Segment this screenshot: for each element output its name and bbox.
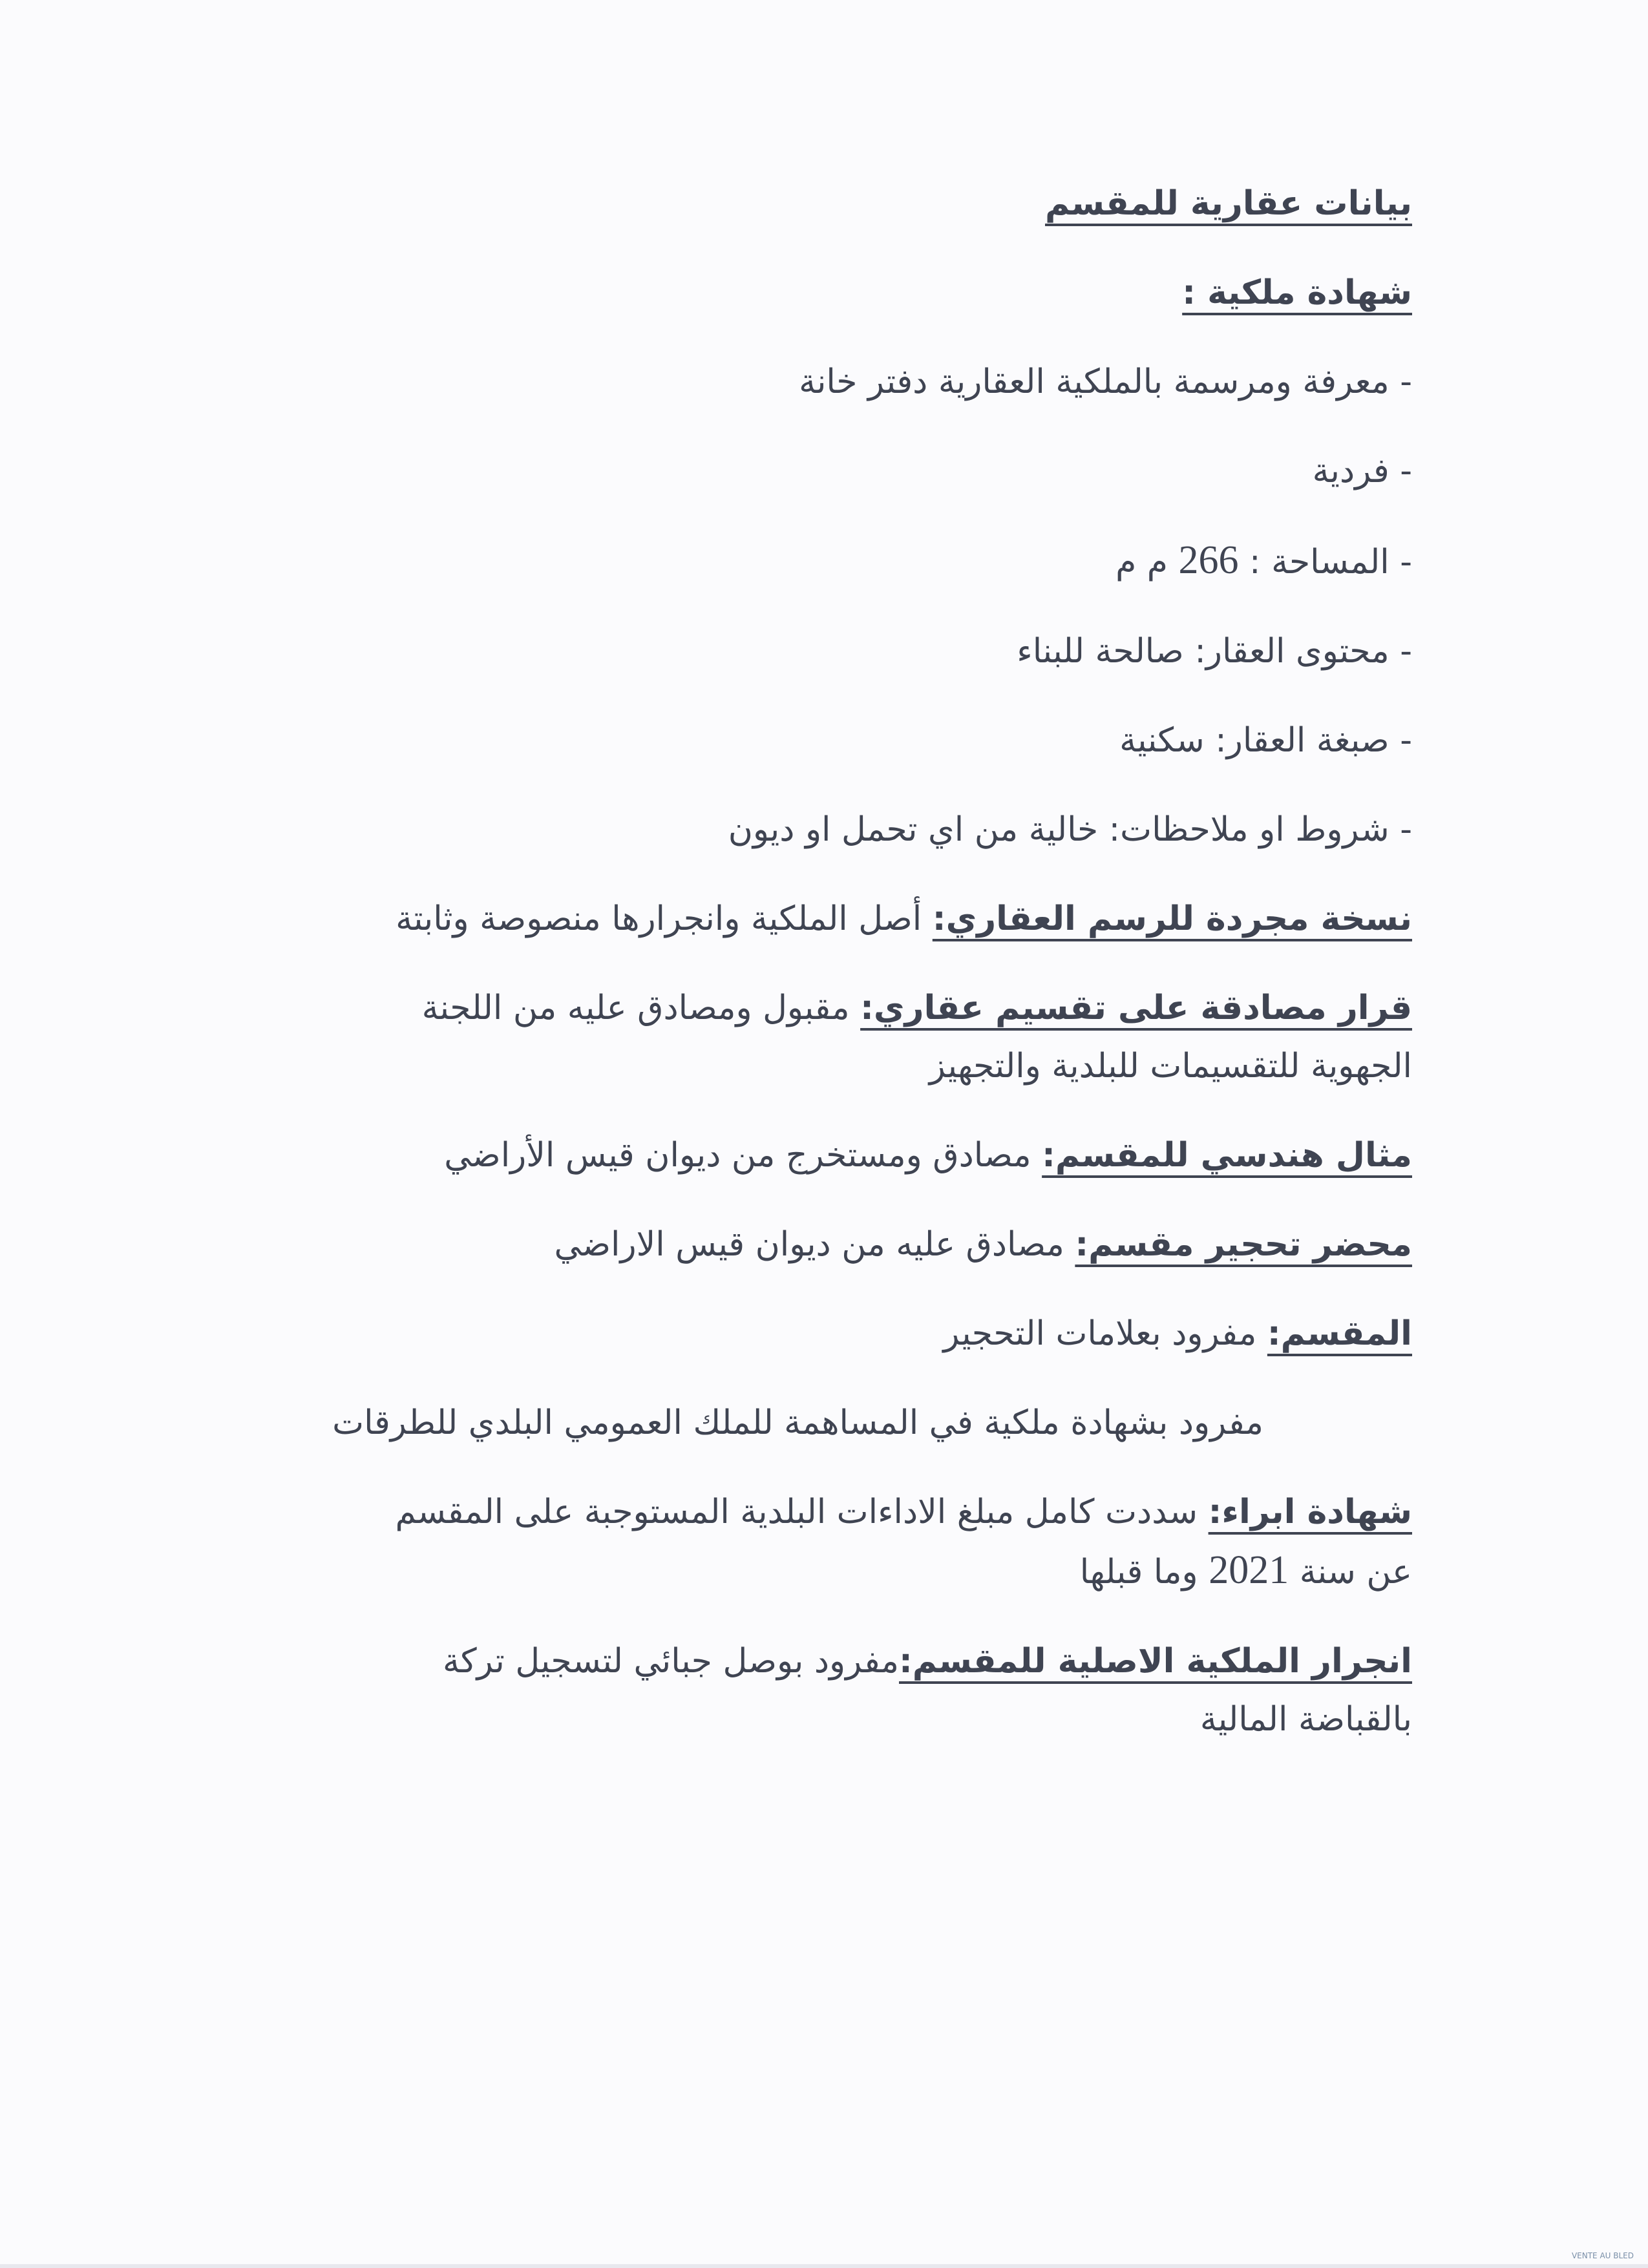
survey-text: مصادق عليه من ديوان قيس الاراضي [554,1225,1075,1264]
clearance-year-suffix: وما قبلها [1079,1553,1209,1591]
transfer-label: انجرار الملكية الاصلية للمقسم: [899,1642,1412,1681]
property-item-registration: - معرفة ومرسمة بالملكية العقارية دفتر خانة [799,362,1412,401]
plan-section [162,1126,1412,1184]
document-title: بيانات عقارية للمقسم [1045,184,1412,223]
property-item-content: - محتوى العقار: صالحة للبناء [1017,632,1412,671]
plot-line-2: مفرود بشهادة ملكية في المساهمة للملك العمومي البلدي للطرقات [332,1403,1263,1442]
plan-text: مصادق ومستخرج من ديوان قيس الأراضي [444,1136,1042,1175]
area-label: - المساحة : [1249,543,1412,582]
certificate-heading: شهادة ملكية : [1182,273,1412,312]
transfer-section [162,1632,1412,1748]
area-unit: م م [1115,543,1168,582]
clearance-section [162,1483,1412,1601]
property-item-area [162,531,1412,591]
clearance-year-prefix: عن سنة [1289,1553,1412,1591]
clearance-label: شهادة ابراء: [1208,1493,1412,1531]
decision-section [162,979,1412,1095]
survey-label: محضر تحجير مقسم: [1075,1225,1412,1264]
decision-line-2: الجهوية للتقسيمات للبلدية والتجهيز [929,1047,1412,1086]
plot-text: مفرود بعلامات التحجير [943,1314,1267,1353]
property-item-ownership-type: - فردية [1312,452,1412,490]
plan-label: مثال هندسي للمقسم: [1042,1136,1412,1175]
plot-label: المقسم: [1267,1314,1412,1353]
scan-edge [0,2264,1648,2268]
decision-label: قرار مصادقة على تقسيم عقاري: [860,989,1412,1027]
transfer-text: مفرود بوصل جبائي لتسجيل تركة [443,1642,899,1681]
document-body [162,174,1412,1748]
copy-section [162,890,1412,948]
property-item-conditions: - شروط او ملاحظات: خالية من اي تحمل او ديون [728,810,1412,849]
plot-section [162,1305,1412,1363]
decision-line-1 [162,979,1412,1037]
clearance-line-2 [162,1541,1412,1601]
clearance-text: سددت كامل مبلغ الاداءات البلدية المستوجبة على المقسم [395,1493,1209,1531]
copy-label: نسخة مجردة للرسم العقاري: [932,899,1412,938]
watermark-stamp: VENTE AU BLED [1571,2251,1634,2260]
clearance-line-1 [162,1483,1412,1541]
area-value: 266 [1178,538,1239,582]
survey-section [162,1215,1412,1274]
decision-text: مقبول ومصادق عليه من اللجنة [421,989,861,1027]
copy-text: أصل الملكية وانجرارها منصوصة وثابتة [396,899,933,938]
property-item-type: - صبغة العقار: سكنية [1119,721,1412,760]
clearance-year: 2021 [1209,1548,1289,1592]
transfer-line-1 [162,1632,1412,1690]
transfer-line-2: بالقباضة المالية [1199,1700,1412,1739]
